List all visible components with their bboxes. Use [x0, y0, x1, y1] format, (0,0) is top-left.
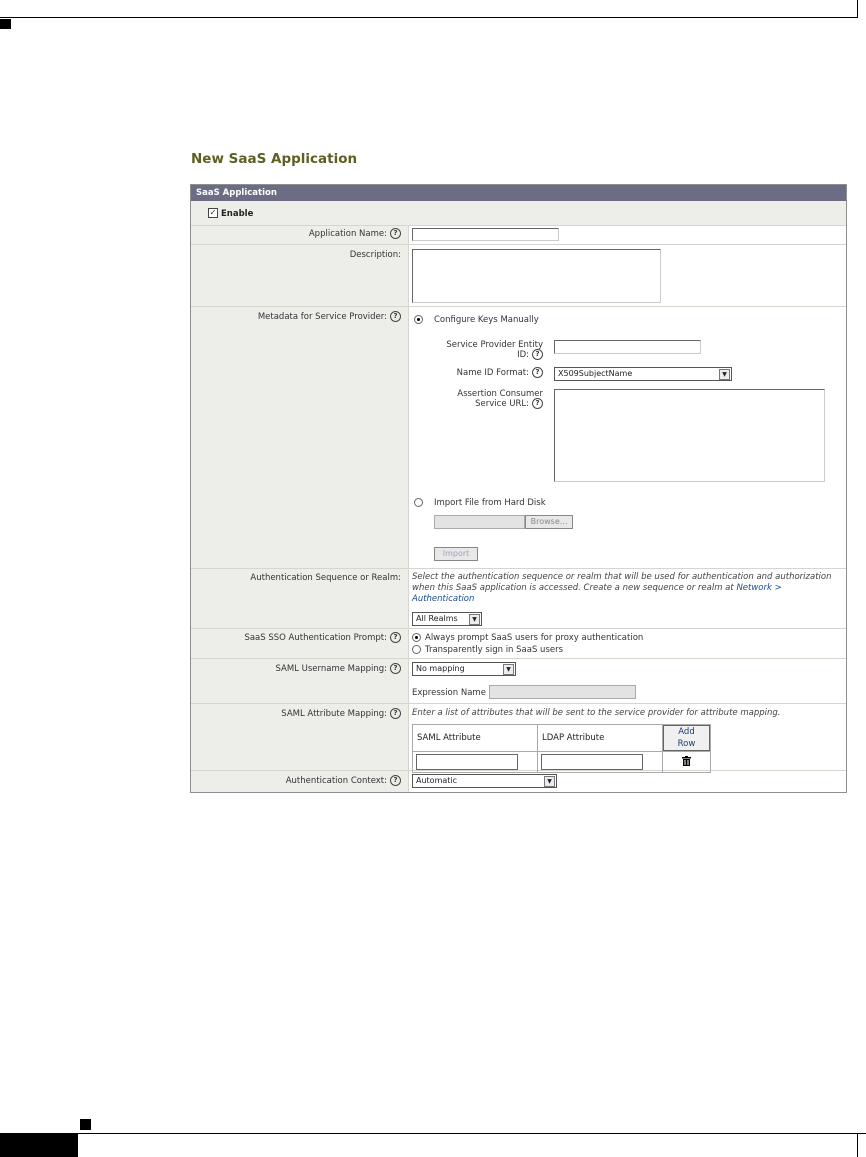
panel-header: SaaS Application	[191, 185, 846, 201]
transparent-sign-in-radio[interactable]	[412, 645, 421, 654]
entity-id-label-1: Service Provider Entity	[446, 340, 543, 350]
attribute-mapping-label	[281, 708, 401, 719]
trash-icon[interactable]	[682, 756, 691, 766]
help-icon[interactable]: ?	[390, 228, 401, 239]
footer-marker	[80, 1119, 91, 1130]
saml-attribute-header: SAML Attribute	[413, 725, 538, 752]
network-authentication-link[interactable]: Network > Authentication	[412, 583, 782, 604]
description-label: Description:	[349, 250, 401, 260]
name-id-format-select[interactable]	[554, 367, 732, 381]
expression-name-input[interactable]	[489, 685, 636, 699]
help-icon[interactable]: ?	[532, 349, 543, 360]
acs-label-2-text: Service URL:	[475, 399, 529, 409]
ldap-attribute-cell	[538, 752, 663, 773]
always-prompt-label: Always prompt SaaS users for proxy authentication	[425, 633, 644, 643]
enable-checkbox[interactable]: ✓	[209, 208, 217, 217]
help-icon[interactable]: ?	[390, 708, 401, 719]
entity-id-label-2	[517, 349, 543, 360]
saml-attribute-cell	[413, 752, 538, 773]
import-file-radio[interactable]	[414, 498, 423, 507]
row-divider	[191, 703, 846, 704]
username-mapping-label-text: SAML Username Mapping:	[275, 664, 387, 674]
ldap-attribute-header: LDAP Attribute	[538, 725, 663, 752]
row-divider	[191, 306, 846, 307]
footer-rule	[0, 1133, 866, 1134]
help-icon[interactable]: ?	[390, 775, 401, 786]
auth-realm-value: All Realms	[416, 614, 458, 623]
help-icon[interactable]: ?	[390, 311, 401, 322]
acs-label-1: Assertion Consumer	[457, 389, 543, 399]
sso-prompt-label	[244, 632, 401, 643]
delete-cell	[663, 752, 711, 773]
username-mapping-select[interactable]	[412, 662, 516, 676]
chevron-down-icon: ▼	[719, 369, 730, 380]
name-id-label	[457, 367, 543, 378]
username-mapping-label	[275, 663, 401, 674]
help-icon[interactable]: ?	[390, 663, 401, 674]
row-divider	[191, 658, 846, 659]
page-title: New SaaS Application	[191, 151, 358, 167]
header-tick	[857, 0, 858, 18]
auth-context-value: Automatic	[416, 776, 458, 785]
chevron-down-icon: ▼	[469, 614, 480, 625]
help-icon[interactable]: ?	[390, 632, 401, 643]
import-button[interactable]: Import	[434, 547, 478, 561]
always-prompt-radio[interactable]	[412, 633, 421, 642]
metadata-label	[258, 311, 401, 322]
row-divider	[191, 225, 846, 226]
entity-id-label-2-text: ID:	[517, 350, 529, 360]
auth-context-select[interactable]	[412, 774, 557, 788]
add-row-cell	[663, 725, 711, 752]
attribute-table-header	[413, 725, 711, 752]
app-name-label	[309, 228, 401, 239]
enable-label: Enable	[221, 209, 254, 219]
saml-attribute-input[interactable]	[416, 754, 518, 770]
auth-context-label	[286, 775, 401, 786]
browse-button[interactable]: Browse...	[525, 515, 573, 529]
acs-url-textarea[interactable]	[554, 389, 825, 482]
row-divider	[191, 568, 846, 569]
attribute-mapping-hint: Enter a list of attributes that will be sent to the service provider for attribute mapping.	[412, 708, 781, 718]
enable-row	[191, 201, 846, 225]
attribute-mapping-label-text: SAML Attribute Mapping:	[281, 709, 387, 719]
table-row	[413, 752, 711, 773]
name-id-format-value: X509SubjectName	[558, 369, 633, 378]
row-divider	[191, 628, 846, 629]
footer-block	[0, 1133, 78, 1157]
transparent-sign-in-label: Transparently sign in SaaS users	[425, 645, 564, 655]
add-row-button[interactable]: Add Row	[663, 725, 710, 751]
app-name-input[interactable]	[412, 228, 559, 241]
help-icon[interactable]: ?	[532, 398, 543, 409]
row-divider	[191, 244, 846, 245]
acs-label-2	[475, 398, 543, 409]
auth-sequence-hint-text: Select the authentication sequence or realm that will be used for authentication and authorization when this SaaS application is accessed. Create a new sequence or realm at	[412, 572, 832, 593]
name-id-label-text: Name ID Format:	[456, 368, 529, 378]
entity-id-input[interactable]	[554, 340, 701, 354]
auth-context-label-text: Authentication Context:	[285, 776, 387, 786]
footer-tick	[857, 1133, 858, 1157]
chevron-down-icon: ▼	[544, 776, 555, 787]
header-marker	[0, 19, 11, 29]
configure-manually-radio[interactable]	[414, 315, 423, 324]
expression-name-label: Expression Name	[412, 688, 486, 698]
help-icon[interactable]: ?	[532, 367, 543, 378]
attribute-mapping-table	[412, 724, 711, 773]
auth-realm-select[interactable]	[412, 612, 482, 626]
username-mapping-value: No mapping	[416, 664, 465, 673]
auth-sequence-label: Authentication Sequence or Realm:	[250, 573, 401, 583]
import-file-path-input[interactable]	[434, 515, 525, 529]
app-name-label-text: Application Name:	[308, 229, 387, 239]
header-rule	[0, 17, 858, 18]
configure-manually-label: Configure Keys Manually	[434, 315, 539, 325]
sso-prompt-label-text: SaaS SSO Authentication Prompt:	[244, 633, 387, 643]
ldap-attribute-input[interactable]	[541, 754, 643, 770]
metadata-label-text: Metadata for Service Provider:	[257, 312, 387, 322]
chevron-down-icon: ▼	[503, 664, 514, 675]
column-divider	[408, 225, 409, 792]
description-textarea[interactable]	[412, 249, 661, 303]
auth-sequence-hint	[412, 572, 840, 605]
import-file-label: Import File from Hard Disk	[434, 498, 546, 508]
